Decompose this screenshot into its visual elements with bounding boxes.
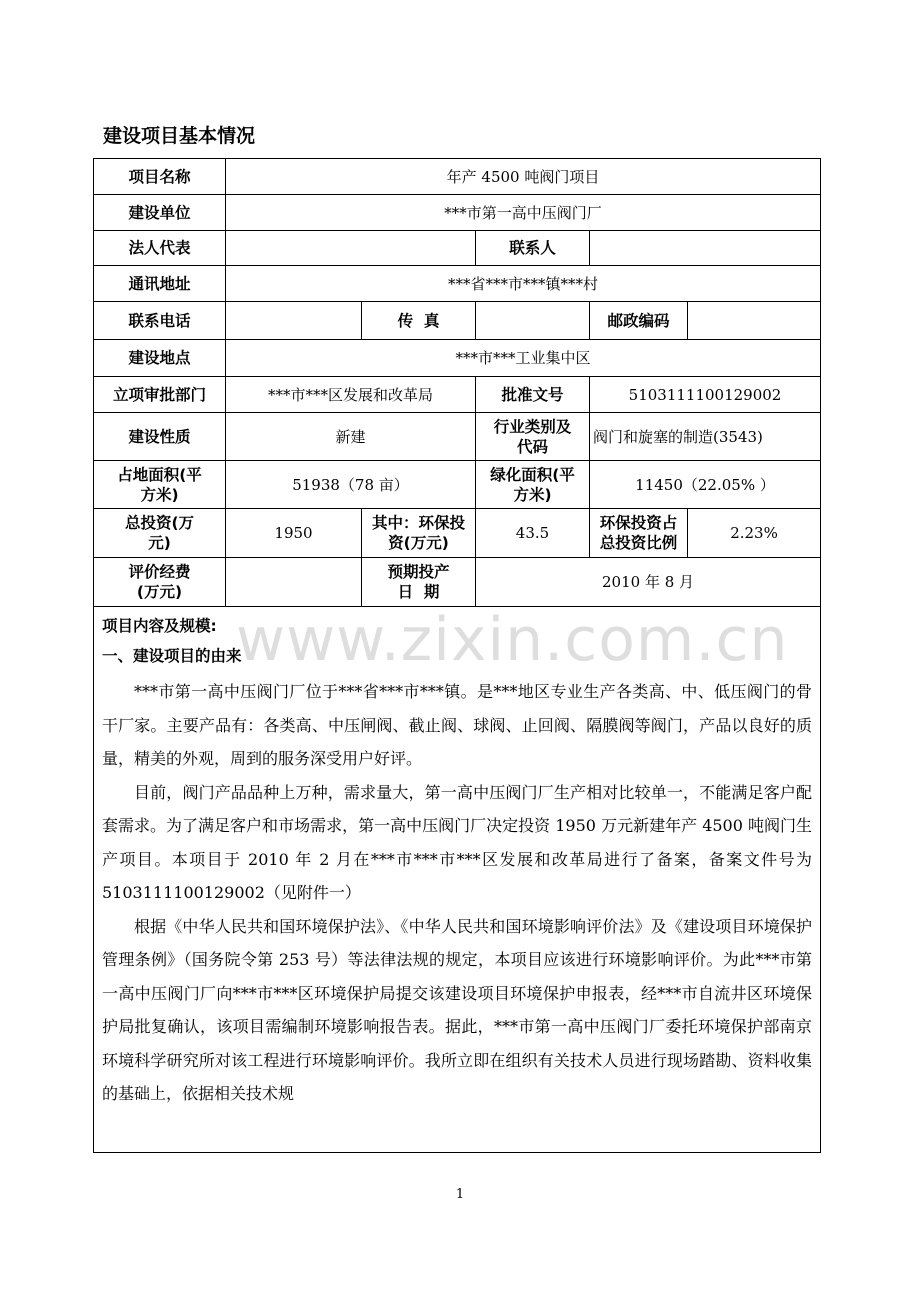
project-info-table (93, 158, 821, 1153)
value-industry: 阀门和旋塞的制造(3543) (590, 413, 821, 461)
value-approval-no: 5103111100129002 (590, 377, 821, 413)
value-postcode (688, 302, 821, 340)
label-start-date: 预期投产日 期 (362, 558, 476, 607)
document-title: 建设项目基本情况 (103, 125, 256, 147)
value-env-invest: 43.5 (476, 509, 590, 558)
paragraph-2: 目前，阀门产品品种上万种，需求量大，第一高中压阀门厂生产相对比较单一，不能满足客户配套需求。为了满足客户和市场需求，第一高中压阀门厂决定投资 1950 万元新建年产 4500 吨阀门生产项目。本项目于 2010 年 2 月在***市***市***区发展和改革局进行了备案，备案文件号为 5103111100129002（见附件一） (102, 782, 813, 902)
row-area (94, 461, 821, 509)
row-unit (94, 195, 821, 231)
label-postcode: 邮政编码 (590, 302, 688, 340)
value-phone (226, 302, 362, 340)
value-legal-rep (226, 231, 476, 266)
row-invest (94, 509, 821, 558)
label-approval-no: 批准文号 (476, 377, 590, 413)
label-legal-rep: 法人代表 (94, 231, 226, 266)
value-green-area: 11450（22.05% ） (590, 461, 821, 509)
value-approval-dept: ***市***区发展和改革局 (226, 377, 476, 413)
row-site (94, 340, 821, 377)
value-nature: 新建 (226, 413, 476, 461)
section-heading: 一、建设项目的由来 (102, 647, 242, 665)
row-legal-rep (94, 231, 821, 266)
value-fax (476, 302, 590, 340)
value-site: ***市***工业集中区 (226, 340, 821, 377)
paragraph-3: 根据《中华人民共和国环境保护法》、《中华人民共和国环境影响评价法》及《建设项目环境保护管理条例》（国务院令第 253 号）等法律法规的规定，本项目应该进行环境影响评价。为此***市第一高中压阀门厂向***市***区环境保护局提交该建设项目环境保护申报表，经***市自流井区环境保护局批复确认，该项目需编制环境影响报告表。据此，***市第一高中压阀门厂委托环境保护部南京环境科学研究所对该工程进行环境影响评价。我所立即在组织有关技术人员进行现场踏勘、资料收集的基础上，依据相关技术规 (102, 916, 813, 1103)
label-nature: 建设性质 (94, 413, 226, 461)
value-total-invest: 1950 (226, 509, 362, 558)
label-total-invest: 总投资(万元) (94, 509, 226, 558)
watermark: www.zixin.com.cn (236, 605, 789, 675)
label-eval-fee: 评价经费(万元) (94, 558, 226, 607)
label-address: 通讯地址 (94, 266, 226, 302)
label-approval-dept: 立项审批部门 (94, 377, 226, 413)
label-contact: 联系人 (476, 231, 590, 266)
content-heading: 项目内容及规模: (102, 617, 217, 635)
content-cell (94, 607, 821, 1153)
label-env-invest: 其中：环保投资(万元) (362, 509, 476, 558)
row-content (94, 607, 821, 1153)
row-phone (94, 302, 821, 340)
label-green-area: 绿化面积(平方米) (476, 461, 590, 509)
label-area: 占地面积(平方米) (94, 461, 226, 509)
value-unit: ***市第一高中压阀门厂 (226, 195, 821, 231)
label-unit: 建设单位 (94, 195, 226, 231)
label-project-name: 项目名称 (94, 159, 226, 195)
page-number: 1 (455, 1187, 465, 1202)
paragraph-1: ***市第一高中压阀门厂位于***省***市***镇。是***地区专业生产各类高、中、低压阀门的骨干厂家。主要产品有：各类高、中压闸阀、截止阀、球阀、止回阀、隔膜阀等阀门，产品以良好的质量，精美的外观，周到的服务深受用户好评。 (102, 682, 813, 768)
value-env-ratio: 2.23% (688, 509, 821, 558)
label-phone: 联系电话 (94, 302, 226, 340)
row-project-name (94, 159, 821, 195)
value-area: 51938（78 亩） (226, 461, 476, 509)
label-site: 建设地点 (94, 340, 226, 377)
value-address: ***省***市***镇***村 (226, 266, 821, 302)
row-address (94, 266, 821, 302)
label-fax: 传 真 (362, 302, 476, 340)
label-env-ratio: 环保投资占总投资比例 (590, 509, 688, 558)
row-approval (94, 377, 821, 413)
value-eval-fee (226, 558, 362, 607)
row-eval (94, 558, 821, 607)
value-contact (590, 231, 821, 266)
value-project-name: 年产 4500 吨阀门项目 (226, 159, 821, 195)
label-industry: 行业类别及代码 (476, 413, 590, 461)
value-start-date: 2010 年 8 月 (476, 558, 821, 607)
row-nature (94, 413, 821, 461)
